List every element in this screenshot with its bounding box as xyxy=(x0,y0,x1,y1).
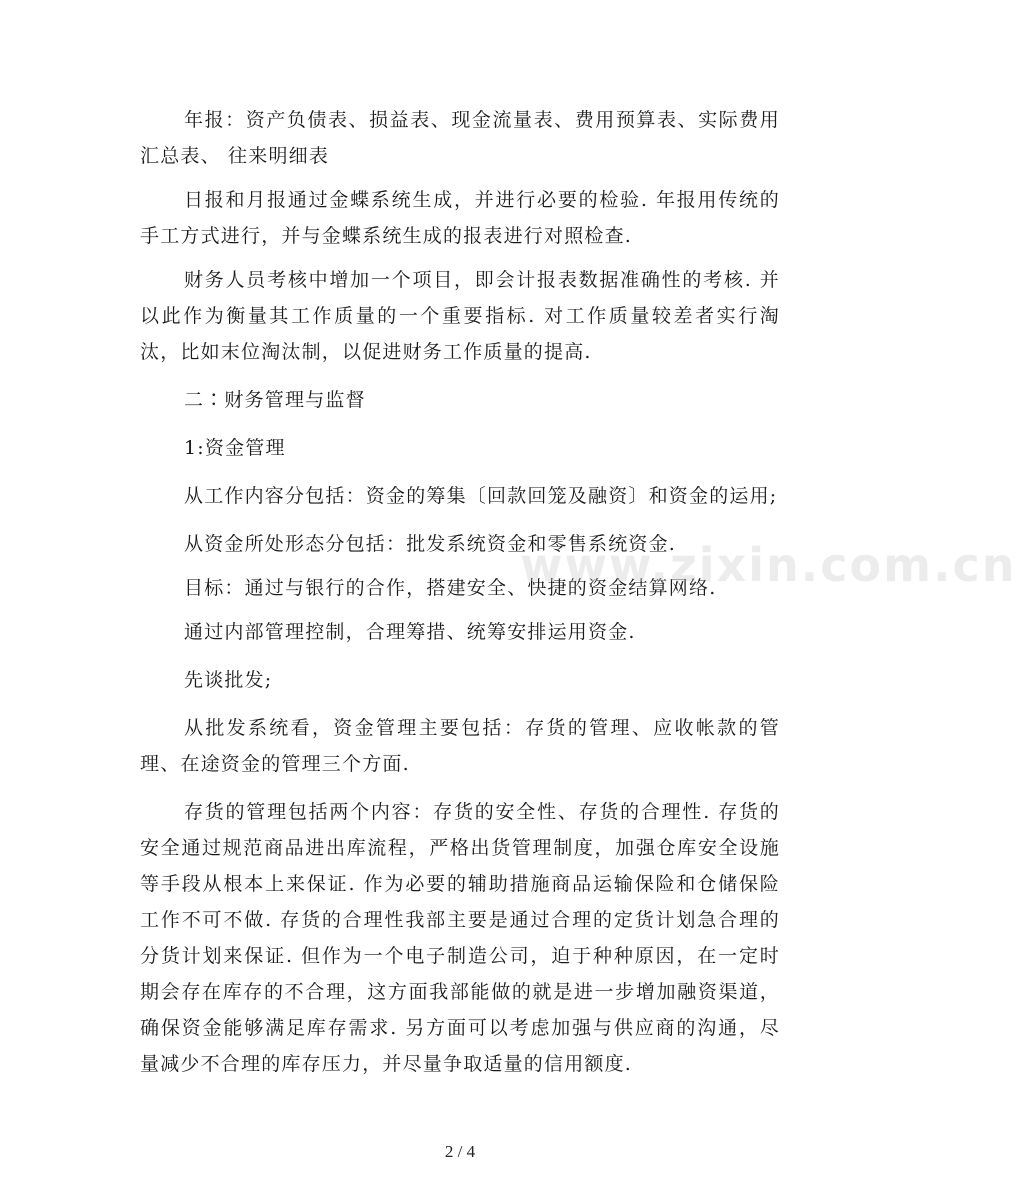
watermark-text: www.zixin.com.cn xyxy=(520,538,1017,592)
paragraph-goal: 目标：通过与银行的合作，搭建安全、快捷的资金结算网络. xyxy=(184,577,717,599)
section-heading-finance-management: 二∶财务管理与监督 xyxy=(184,389,366,411)
document-body xyxy=(140,102,780,1090)
page-number: 2 / 4 xyxy=(444,1142,476,1161)
paragraph-annual-report: 年报：资产负债表、损益表、现金流量表、费用预算表、实际费用汇总表、 往来明细表 xyxy=(140,109,780,167)
paragraph-internal-control: 通过内部管理控制，合理筹措、统筹安排运用资金. xyxy=(184,621,636,643)
paragraph-wholesale-scope: 从批发系统看，资金管理主要包括：存货的管理、应收帐款的管理、在途资金的管理三个方面. xyxy=(140,717,780,775)
paragraph-wholesale-intro: 先谈批发; xyxy=(184,669,273,691)
paragraph-staff-assessment: 财务人员考核中增加一个项目，即会计报表数据准确性的考核. 并以此作为衡量其工作质量的一个重要指标. 对工作质量较差者实行淘汰，比如末位淘汰制，以促进财务工作质量的提高. xyxy=(140,269,780,363)
paragraph-daily-monthly-report: 日报和月报通过金蝶系统生成，并进行必要的检验. 年报用传统的手工方式进行，并与金蝶系统生成的报表进行对照检查. xyxy=(140,189,780,247)
paragraph-fund-form: 从资金所处形态分包括：批发系统资金和零售系统资金. xyxy=(184,533,677,555)
paragraph-work-content: 从工作内容分包括：资金的筹集〔回款回笼及融资〕和资金的运用; xyxy=(184,485,778,507)
subsection-heading-fund-management: 1:资金管理 xyxy=(184,437,286,459)
paragraph-inventory-management: 存货的管理包括两个内容：存货的安全性、存货的合理性. 存货的安全通过规范商品进出库流程，严格出货管理制度，加强仓库安全设施等手段从根本上来保证. 作为必要的辅助措施商品运输保险和仓储保险工作不可不做. 存货的合理性我部主要是通过合理的定货计划急合理的分货计划来保证. 但作为一个电子制造公司，迫于种种原因，在一定时期会存在库存的不合理，这方面我部能做的就是进一步增加融资渠道，确保资金能够满足库存需求. 另方面可以考虑加强与供应商的沟通，尽量减少不合理的库存压力，并尽量争取适量的信用额度. xyxy=(140,801,780,1075)
